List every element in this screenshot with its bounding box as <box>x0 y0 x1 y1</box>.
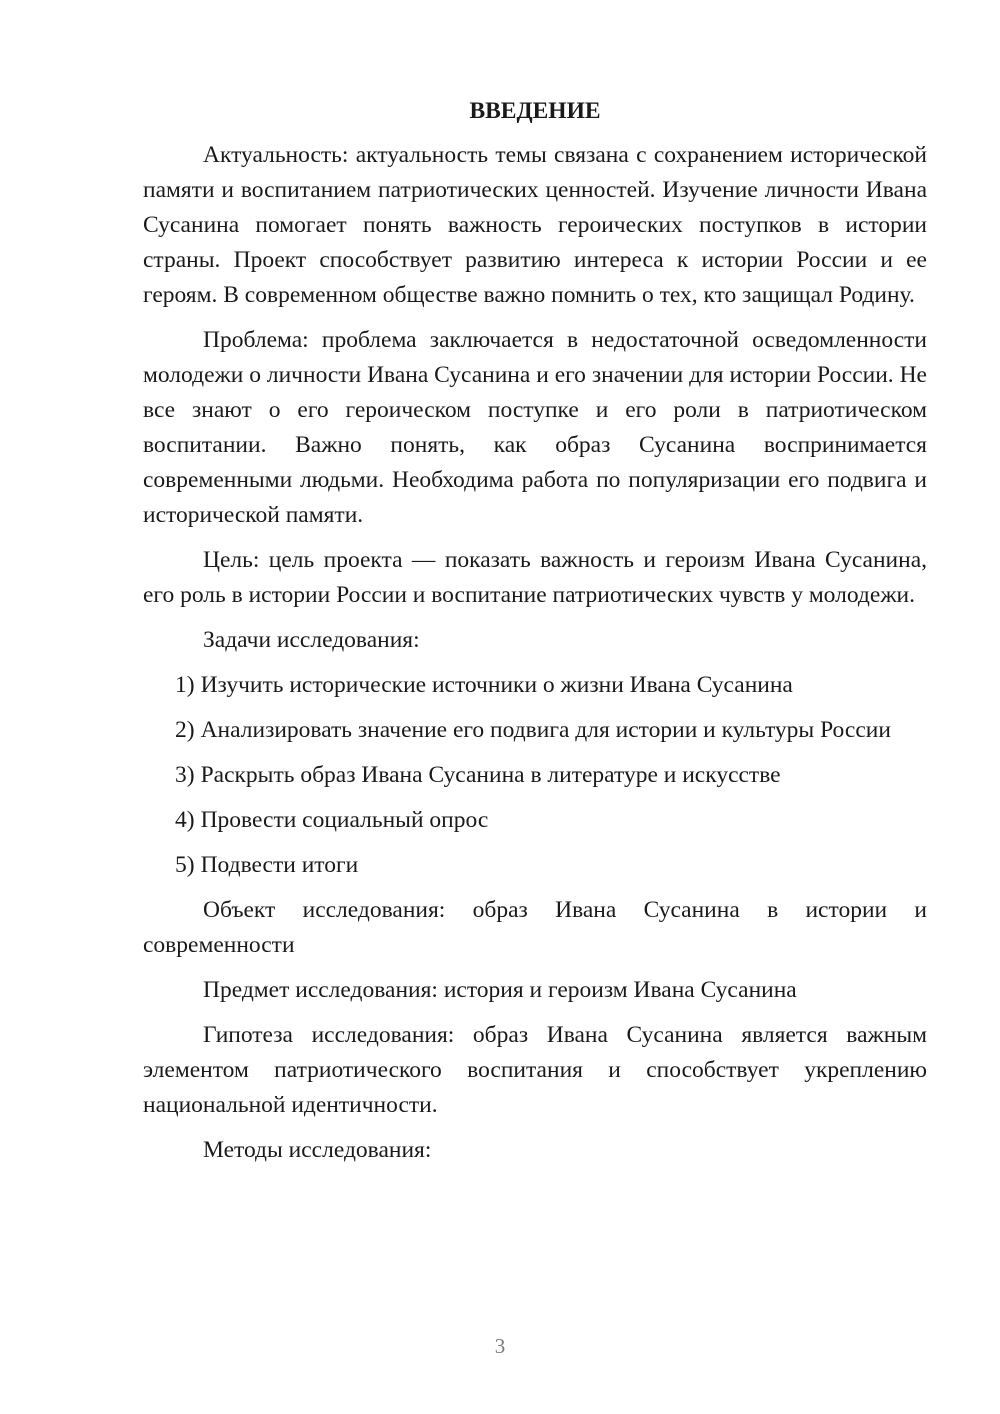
hypothesis-paragraph: Гипотеза исследования: образ Ивана Сусанина является важным элементом патриотического воспитания и способствует укреплению национальной идентичности. <box>143 1022 927 1118</box>
tasks-heading: Задачи исследования: <box>203 627 420 653</box>
task-text: Провести социальный опрос <box>200 807 489 833</box>
task-item <box>143 803 927 838</box>
page-number: 3 <box>494 1334 506 1358</box>
page-content <box>143 94 927 1178</box>
task-text: Подвести итоги <box>200 852 359 878</box>
task-number: 1) <box>175 672 195 698</box>
task-number: 4) <box>175 807 195 833</box>
subject-paragraph: Предмет исследования: история и героизм Ивана Сусанина <box>203 977 797 1003</box>
task-number: 2) <box>175 717 195 743</box>
task-text: Анализировать значение его подвига для истории и культуры России <box>200 717 891 743</box>
goal-paragraph: Цель: цель проекта — показать важность и героизм Ивана Сусанина, его роль в истории России и воспитание патриотических чувств у молодежи. <box>143 547 927 608</box>
task-text: Раскрыть образ Ивана Сусанина в литературе и искусстве <box>200 762 781 788</box>
relevance-paragraph: Актуальность: актуальность темы связана с сохранением исторической памяти и воспитанием патриотических ценностей. Изучение личности Ивана Сусанина помогает понять важность героических поступков в истории страны. Проект способствует развитию интереса к истории России и ее героям. В современном обществе важно помнить о тех, кто защищал Родину. <box>143 142 927 308</box>
object-paragraph: Объект исследования: образ Ивана Сусанина в истории и современности <box>143 897 927 958</box>
methods-heading: Методы исследования: <box>203 1137 432 1163</box>
problem-paragraph: Проблема: проблема заключается в недостаточной осведомленности молодежи о личности Ивана Сусанина и его значении для истории России. Не все знают о его героическом поступке и его роли в патриотическом воспитании. Важно понять, как образ Сусанина воспринимается современными людьми. Необходима работа по популяризации его подвига и исторической памяти. <box>143 327 927 528</box>
task-item <box>143 668 927 703</box>
task-text: Изучить исторические источники о жизни Ивана Сусанина <box>200 672 793 698</box>
task-item <box>143 758 927 793</box>
task-item <box>143 848 927 883</box>
section-title: ВВЕДЕНИЕ <box>469 98 601 124</box>
task-number: 3) <box>175 762 195 788</box>
task-item <box>143 713 927 748</box>
task-number: 5) <box>175 852 195 878</box>
